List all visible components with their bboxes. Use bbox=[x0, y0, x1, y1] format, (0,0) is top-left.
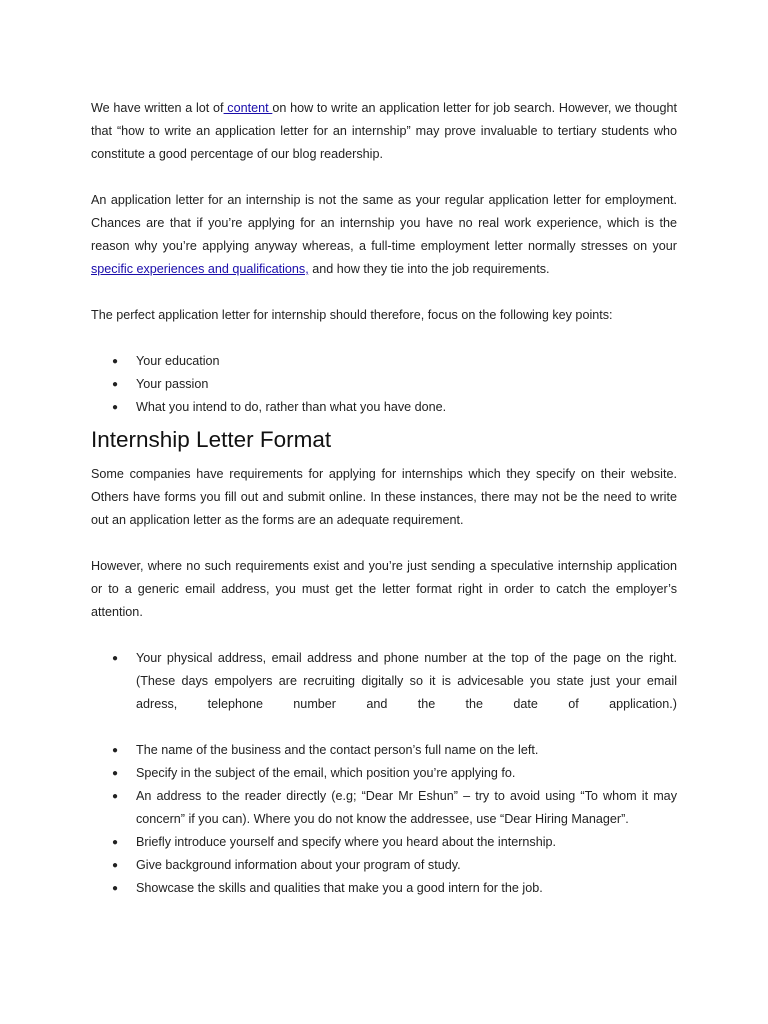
list-item bbox=[91, 877, 677, 900]
bullet-icon: ● bbox=[112, 356, 119, 367]
list-item-text: Your education bbox=[136, 354, 220, 368]
list-item-text: Briefly introduce yourself and specify where you heard about the internship. bbox=[136, 835, 557, 849]
bullet-icon: ● bbox=[112, 837, 119, 848]
list-item-text: Your passion bbox=[136, 377, 209, 391]
format-paragraph-2: However, where no such requirements exist and you’re just sending a speculative internship application or to a generic email address, you must get the letter format right in order to catch the employer’s attention. bbox=[91, 559, 677, 619]
list-item-text: An address to the reader directly (e.g; “Dear Mr Eshun” – try to avoid using “To whom it may concern” if you can). Where you do not know the addressee, use “Dear Hiring Manager”. bbox=[136, 789, 677, 826]
list-item bbox=[91, 785, 677, 831]
format-list bbox=[91, 739, 677, 900]
bullet-icon: ● bbox=[112, 768, 119, 779]
list-item bbox=[91, 739, 677, 762]
list-item-text: Showcase the skills and qualities that make you a good intern for the job. bbox=[136, 881, 543, 895]
content-link[interactable]: content bbox=[223, 101, 273, 115]
list-item bbox=[91, 831, 677, 854]
list-item-text: What you intend to do, rather than what you have done. bbox=[136, 400, 447, 414]
list-item-text-part-1: Your physical address, email address and phone number at the top of the page on the right. (These days empolyers are recruiting digitally so it is advicesable you state just your email bbox=[136, 651, 677, 688]
list-item-text: The name of the business and the contact person’s full name on the left. bbox=[136, 743, 539, 757]
bullet-icon: ● bbox=[112, 745, 119, 756]
bullet-icon: ● bbox=[112, 883, 119, 894]
key-points-list bbox=[91, 350, 677, 419]
list-item bbox=[91, 396, 677, 419]
intro-text-before-link: We have written a lot of bbox=[91, 101, 224, 115]
intro-paragraph-1 bbox=[91, 97, 677, 166]
document-page bbox=[91, 97, 677, 900]
list-item bbox=[91, 373, 677, 396]
intro-2-text-after-link: and how they tie into the job requirements. bbox=[308, 262, 550, 276]
intro-paragraph-2 bbox=[91, 189, 677, 281]
intro-2-text-before-link: An application letter for an internship is not the same as your regular application letter for employment. Chances are that if you’re applying for an internship you have no real work experience, which is the reason why you’re applying anyway whereas, a full-time employment letter normally stresses on your bbox=[91, 193, 677, 253]
list-item bbox=[91, 762, 677, 785]
list-item-text-part-2: adress, telephone number and the the date of application.) bbox=[136, 697, 677, 711]
specific-experiences-link[interactable]: specific experiences and qualifications, bbox=[91, 262, 309, 276]
bullet-icon: ● bbox=[112, 653, 119, 664]
list-item bbox=[91, 647, 677, 716]
intro-paragraph-3: The perfect application letter for internship should therefore, focus on the following key points: bbox=[91, 308, 613, 322]
bullet-icon: ● bbox=[112, 791, 119, 802]
bullet-icon: ● bbox=[112, 402, 119, 413]
list-item bbox=[91, 350, 677, 373]
section-heading: Internship Letter Format bbox=[91, 427, 332, 452]
bullet-icon: ● bbox=[112, 379, 119, 390]
format-list-first bbox=[91, 647, 677, 716]
format-paragraph-1: Some companies have requirements for applying for internships which they specify on their website. Others have forms you fill out and submit online. In these instances, there may not be the need to write out an application letter as the forms are an adequate requirement. bbox=[91, 467, 677, 527]
bullet-icon: ● bbox=[112, 860, 119, 871]
list-item-text bbox=[136, 647, 677, 716]
intro-text-after-link: on how to write an application letter for job search. However, we thought that “how to write an application letter for an internship” may prove invaluable to tertiary students who constitute a good percentage of our blog readership. bbox=[91, 101, 678, 161]
list-item bbox=[91, 854, 677, 877]
list-item-text: Specify in the subject of the email, which position you’re applying fo. bbox=[136, 766, 516, 780]
list-item-text: Give background information about your program of study. bbox=[136, 858, 461, 872]
